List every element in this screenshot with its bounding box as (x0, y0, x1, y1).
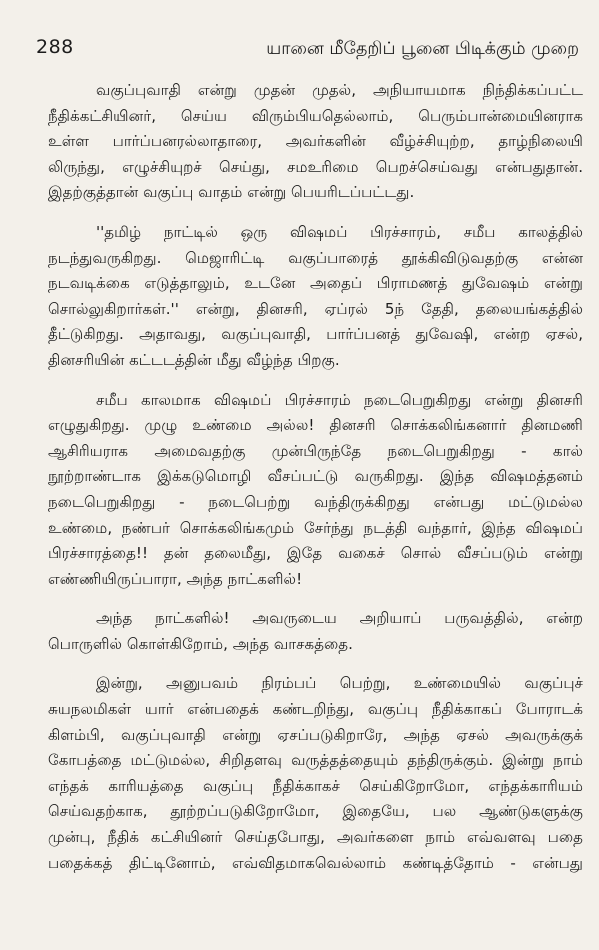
text-line: முன்பு, நீதிக் கட்சியினர் செய்தபோது, அவர்களை நாம் எவ்வளவு பதை (48, 828, 583, 847)
paragraph (48, 220, 583, 374)
text-line: தீட்டுகிறது. அதாவது, வகுப்புவாதி, பார்ப்பனத் துவேஷி, என்ற ஏசல், (48, 325, 583, 344)
text-line: உண்மை, நண்பர் சொக்கலிங்கமும் சேர்ந்து நடத்தி வந்தார், இந்த விஷமப் (48, 518, 583, 537)
paragraph (48, 388, 583, 593)
text-line: இதற்குத்தான் வகுப்பு வாதம் என்று பெயரிடப்பட்டது. (48, 183, 415, 202)
text-line: தினசரியின் கட்டடத்தின் மீது வீழ்ந்த பிறகு. (48, 350, 340, 369)
text-line: நடைபெறுகிறது - நடைபெற்று வந்திருக்கிறது என்பது மட்டுமல்ல (48, 492, 583, 511)
text-line: சொல்லுகிறார்கள்.'' என்று, தினசரி, ஏப்ரல் 5ந் தேதி, தலையங்கத்தில் (48, 299, 583, 318)
text-line: இன்று, அனுபவம் நிரம்பப் பெற்று, உண்மையில் வகுப்புச் (96, 674, 583, 693)
text-line: பொருளில் கொள்கிறோம், அந்த வாசகத்தை. (48, 634, 353, 653)
text-line: கோபத்தை மட்டுமல்ல, சிறிதளவு வருத்தத்தையும் தந்திருக்கும். இன்று நாம் (48, 751, 583, 770)
text-line: நடந்துவருகிறது. மெஜாரிட்டி வகுப்பாரைத் தூக்கிவிடுவதற்கு என்ன (48, 248, 583, 267)
text-line: எண்ணியிருப்பாரா, அந்த நாட்களில்! (48, 569, 303, 588)
page-header (36, 36, 579, 66)
text-line: ஆசிரியராக அமைவதற்கு முன்பிருந்தே நடைபெறுகிறது - கால் (48, 441, 583, 460)
text-line: செய்வதற்காக, தூற்றப்படுகிறோமோ, இதையே, பல ஆண்டுகளுக்கு (48, 802, 583, 821)
text-line: நீதிக்கட்சியினர், செய்ய விரும்பியதெல்லாம், பெரும்பான்மையினராக (48, 106, 583, 125)
text-line: வகுப்புவாதி என்று முதன் முதல், அநியாயமாக நிந்திக்கப்பட்ட (96, 81, 583, 99)
text-line: லிருந்து, எழுச்சியுறச் செய்து, சமஉரிமை பெறச்செய்வது என்பதுதான். (48, 157, 583, 176)
page-number: 288 (36, 36, 74, 58)
text-line: சுயநலமிகள் யார் என்பதைக் கண்டறிந்து, வகுப்பு நீதிக்காகப் போராடக் (48, 700, 583, 719)
text-line: ''தமிழ் நாட்டில் ஒரு விஷமப் பிரச்சாரம், சமீப காலத்தில் (96, 222, 583, 241)
text-line: சமீப காலமாக விஷமப் பிரச்சாரம் நடைபெறுகிறது என்று தினசரி (96, 390, 583, 409)
text-line: நூற்றாண்டாக இக்கடுமொழி வீசப்பட்டு வருகிறது. இந்த விஷமத்தனம் (48, 467, 583, 486)
text-line: அந்த நாட்களில்! அவருடைய அறியாப் பருவத்தில், என்ற (96, 609, 583, 628)
text-line: உள்ள பார்ப்பனரல்லாதாரை, அவர்களின் வீழ்ச்சியுற்ற, தாழ்நிலையி (48, 132, 583, 151)
text-line: பிரச்சாரத்தை!! தன் தலைமீது, இதே வகைச் சொல் வீசப்படும் என்று (48, 544, 583, 563)
paragraph (48, 78, 583, 206)
text-line: எந்தக் காரியத்தை வகுப்பு நீதிக்காகச் செய்கிறோமோ, எந்தக்காரியம் (48, 776, 583, 795)
paragraph (48, 606, 583, 657)
running-title: யானை மீதேறிப் பூனை பிடிக்கும் முறை (266, 39, 579, 59)
text-line: எழுதுகிறது. முழு உண்மை அல்ல! தினசரி சொக்கலிங்கனார் தினமணி (48, 416, 583, 435)
text-line: கிளம்பி, வகுப்புவாதி என்று ஏசப்படுகிறாரே, அந்த ஏசல் அவருக்குக் (48, 725, 583, 744)
text-line: பதைக்கத் திட்டினோம், எவ்விதமாகவெல்லாம் கண்டித்தோம் - என்பது (48, 853, 583, 872)
body-text (48, 78, 583, 876)
paragraph (48, 671, 583, 876)
text-line: நடவடிக்கை எடுத்தாலும், உடனே அதைப் பிராமணத் துவேஷம் என்று (48, 274, 583, 293)
